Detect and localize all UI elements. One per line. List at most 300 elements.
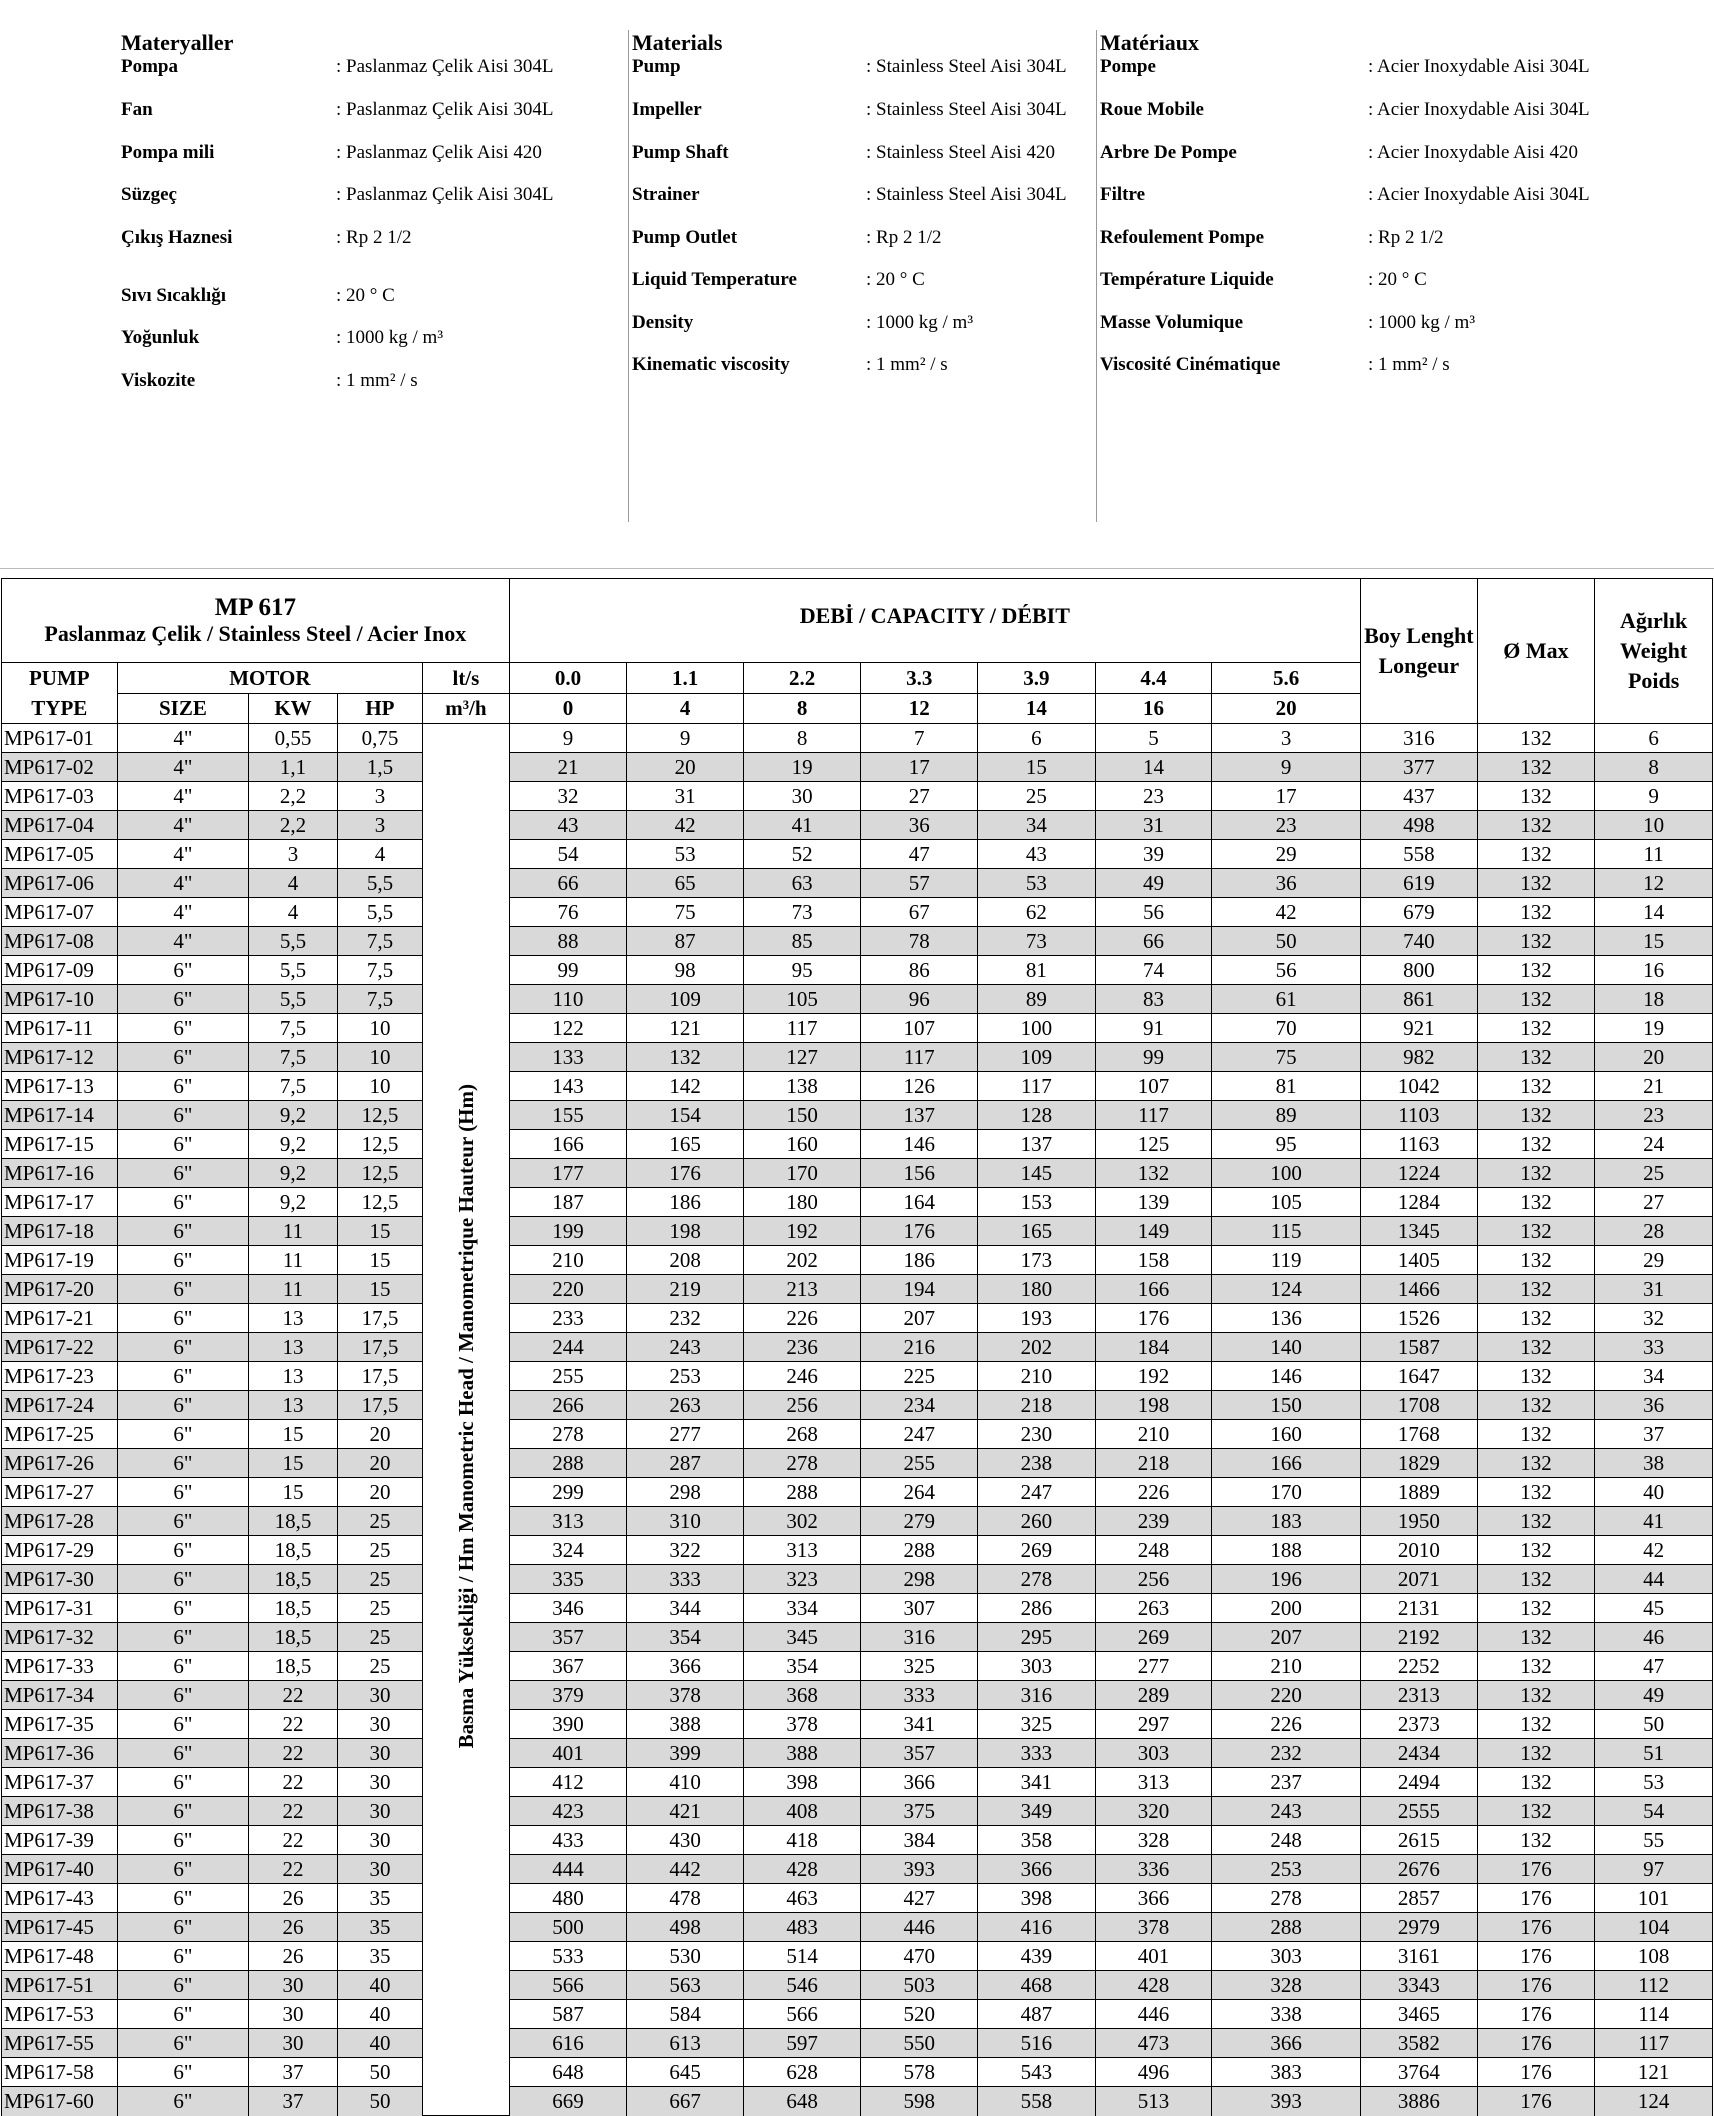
weight-cell: 45	[1595, 1594, 1713, 1623]
motor-hp-cell: 7,5	[337, 927, 422, 956]
materials-english	[632, 0, 1092, 578]
weight-cell: 28	[1595, 1217, 1713, 1246]
pump-type-cell: MP617-03	[2, 782, 118, 811]
pump-type-cell: MP617-60	[2, 2087, 118, 2116]
head-value-cell: 210	[509, 1246, 627, 1275]
head-value-cell: 110	[509, 985, 627, 1014]
motor-kw-cell: 2,2	[249, 782, 337, 811]
diameter-cell: 132	[1477, 1594, 1595, 1623]
weight-cell: 38	[1595, 1449, 1713, 1478]
material-label: Liquid Temperature	[632, 269, 797, 290]
head-value-cell: 550	[861, 2029, 978, 2058]
head-value-cell: 349	[978, 1797, 1096, 1826]
head-value-cell: 463	[743, 1884, 861, 1913]
head-value-cell: 246	[743, 1362, 861, 1391]
head-value-cell: 180	[743, 1188, 861, 1217]
head-value-cell: 357	[509, 1623, 627, 1652]
head-value-cell: 85	[743, 927, 861, 956]
head-value-cell: 25	[978, 782, 1096, 811]
head-value-cell: 42	[627, 811, 744, 840]
length-cell: 1405	[1361, 1246, 1478, 1275]
head-value-cell: 322	[627, 1536, 744, 1565]
flow-lts-1: 1.1	[627, 663, 744, 694]
length-cell: 982	[1361, 1043, 1478, 1072]
material-value: : 1000 kg / m³	[1368, 312, 1476, 333]
motor-size-cell: 6"	[117, 1565, 249, 1594]
model-title: MP 617	[214, 593, 296, 621]
head-value-cell: 278	[978, 1565, 1096, 1594]
table-row	[2, 1217, 1713, 1246]
material-value: : 1 mm² / s	[866, 354, 948, 375]
material-value: : Acier Inoxydable Aisi 304L	[1368, 56, 1590, 77]
pump-type-cell: MP617-08	[2, 927, 118, 956]
weight-cell: 25	[1595, 1159, 1713, 1188]
material-label: Çıkış Haznesi	[121, 227, 233, 248]
head-value-cell: 124	[1212, 1275, 1361, 1304]
head-value-cell: 446	[861, 1913, 978, 1942]
head-value-cell: 136	[1212, 1304, 1361, 1333]
length-cell: 1647	[1361, 1362, 1478, 1391]
material-label: Fan	[121, 99, 153, 120]
material-label: Masse Volumique	[1100, 312, 1244, 333]
head-value-cell: 416	[978, 1913, 1096, 1942]
diameter-cell: 132	[1477, 840, 1595, 869]
diameter-cell: 132	[1477, 985, 1595, 1014]
head-value-cell: 418	[743, 1826, 861, 1855]
motor-kw-cell: 18,5	[249, 1507, 337, 1536]
material-value: : Rp 2 1/2	[336, 227, 412, 248]
head-value-cell: 95	[1212, 1130, 1361, 1159]
diameter-cell: 132	[1477, 724, 1595, 753]
length-cell: 1284	[1361, 1188, 1478, 1217]
diameter-cell: 132	[1477, 1043, 1595, 1072]
motor-size-cell: 6"	[117, 1449, 249, 1478]
head-value-cell: 54	[509, 840, 627, 869]
head-value-cell: 117	[978, 1072, 1096, 1101]
head-value-cell: 233	[509, 1304, 627, 1333]
weight-cell: 14	[1595, 898, 1713, 927]
size-header: SIZE	[117, 693, 249, 724]
head-value-cell: 198	[627, 1217, 744, 1246]
materials-header-fr: Matériaux	[1100, 30, 1199, 55]
pump-type-cell: MP617-48	[2, 1942, 118, 1971]
pump-type-cell: MP617-36	[2, 1739, 118, 1768]
diameter-cell: 176	[1477, 1913, 1595, 1942]
head-value-cell: 253	[1212, 1855, 1361, 1884]
motor-kw-cell: 15	[249, 1478, 337, 1507]
motor-size-cell: 6"	[117, 985, 249, 1014]
motor-size-cell: 6"	[117, 1942, 249, 1971]
head-value-cell: 180	[978, 1275, 1096, 1304]
motor-kw-cell: 0,55	[249, 724, 337, 753]
head-value-cell: 43	[978, 840, 1096, 869]
length-cell: 1889	[1361, 1478, 1478, 1507]
head-value-cell: 139	[1095, 1188, 1212, 1217]
head-value-cell: 278	[743, 1449, 861, 1478]
head-value-cell: 503	[861, 1971, 978, 2000]
head-value-cell: 566	[743, 2000, 861, 2029]
length-cell: 558	[1361, 840, 1478, 869]
material-value: : Paslanmaz Çelik Aisi 304L	[336, 56, 554, 77]
material-value: : Acier Inoxydable Aisi 420	[1368, 142, 1579, 163]
length-cell: 679	[1361, 898, 1478, 927]
motor-size-cell: 6"	[117, 1391, 249, 1420]
head-value-cell: 125	[1095, 1130, 1212, 1159]
motor-kw-cell: 30	[249, 2000, 337, 2029]
head-value-cell: 277	[1095, 1652, 1212, 1681]
material-label: Pump	[632, 56, 681, 77]
motor-size-cell: 6"	[117, 1681, 249, 1710]
head-value-cell: 53	[627, 840, 744, 869]
head-value-cell: 8	[743, 724, 861, 753]
motor-size-cell: 6"	[117, 1594, 249, 1623]
motor-size-cell: 6"	[117, 1130, 249, 1159]
pump-type-cell: MP617-45	[2, 1913, 118, 1942]
material-value: : 20 ° C	[866, 269, 925, 290]
head-value-cell: 81	[978, 956, 1096, 985]
diameter-cell: 132	[1477, 1478, 1595, 1507]
head-value-cell: 316	[861, 1623, 978, 1652]
length-cell: 1768	[1361, 1420, 1478, 1449]
flow-lts-6: 5.6	[1212, 663, 1361, 694]
length-cell: 1103	[1361, 1101, 1478, 1130]
length-cell: 498	[1361, 811, 1478, 840]
length-cell: 921	[1361, 1014, 1478, 1043]
head-value-cell: 500	[509, 1913, 627, 1942]
column-divider	[628, 30, 629, 522]
table-row	[2, 2087, 1713, 2116]
head-value-cell: 95	[743, 956, 861, 985]
materials-header-en: Materials	[632, 30, 723, 55]
flow-m3h-2: 8	[743, 693, 861, 724]
motor-hp-cell: 15	[337, 1217, 422, 1246]
head-value-cell: 128	[978, 1101, 1096, 1130]
material-value: : Rp 2 1/2	[1368, 227, 1444, 248]
motor-kw-cell: 13	[249, 1362, 337, 1391]
motor-hp-cell: 17,5	[337, 1391, 422, 1420]
motor-hp-cell: 30	[337, 1739, 422, 1768]
head-value-cell: 196	[1212, 1565, 1361, 1594]
head-value-cell: 408	[743, 1797, 861, 1826]
diameter-cell: 132	[1477, 1333, 1595, 1362]
pump-type-cell: MP617-51	[2, 1971, 118, 2000]
weight-cell: 42	[1595, 1536, 1713, 1565]
motor-hp-cell: 17,5	[337, 1304, 422, 1333]
head-value-cell: 248	[1095, 1536, 1212, 1565]
motor-kw-cell: 22	[249, 1710, 337, 1739]
material-label: Pompe	[1100, 56, 1156, 77]
table-row	[2, 927, 1713, 956]
pump-type-cell: MP617-02	[2, 753, 118, 782]
head-value-cell: 98	[627, 956, 744, 985]
motor-size-cell: 6"	[117, 1101, 249, 1130]
head-value-cell: 597	[743, 2029, 861, 2058]
weight-cell: 15	[1595, 927, 1713, 956]
head-value-cell: 288	[743, 1478, 861, 1507]
head-value-cell: 613	[627, 2029, 744, 2058]
table-row	[2, 1449, 1713, 1478]
weight-cell: 55	[1595, 1826, 1713, 1855]
head-value-cell: 313	[1095, 1768, 1212, 1797]
head-value-cell: 74	[1095, 956, 1212, 985]
motor-size-cell: 6"	[117, 956, 249, 985]
table-row	[2, 2000, 1713, 2029]
table-row	[2, 2058, 1713, 2087]
motor-hp-cell: 3	[337, 782, 422, 811]
pump-type-cell: MP617-19	[2, 1246, 118, 1275]
pump-type-cell: MP617-23	[2, 1362, 118, 1391]
length-cell: 377	[1361, 753, 1478, 782]
table-row	[2, 2029, 1713, 2058]
kw-header: KW	[249, 693, 337, 724]
motor-kw-cell: 11	[249, 1217, 337, 1246]
diameter-cell: 132	[1477, 1246, 1595, 1275]
head-value-cell: 278	[1212, 1884, 1361, 1913]
length-cell: 2010	[1361, 1536, 1478, 1565]
diameter-cell: 132	[1477, 1826, 1595, 1855]
head-value-cell: 107	[861, 1014, 978, 1043]
head-value-cell: 320	[1095, 1797, 1212, 1826]
length-cell: 437	[1361, 782, 1478, 811]
pump-type-cell: MP617-11	[2, 1014, 118, 1043]
motor-hp-cell: 30	[337, 1710, 422, 1739]
head-value-cell: 166	[1095, 1275, 1212, 1304]
head-value-cell: 184	[1095, 1333, 1212, 1362]
head-value-cell: 338	[1212, 2000, 1361, 2029]
head-value-cell: 378	[743, 1710, 861, 1739]
head-value-cell: 9	[1212, 753, 1361, 782]
length-cell: 2615	[1361, 1826, 1478, 1855]
head-value-cell: 138	[743, 1072, 861, 1101]
head-value-cell: 566	[509, 1971, 627, 2000]
weight-cell: 32	[1595, 1304, 1713, 1333]
diameter-cell: 176	[1477, 1942, 1595, 1971]
length-cell: 2373	[1361, 1710, 1478, 1739]
head-value-cell: 393	[1212, 2087, 1361, 2116]
diameter-cell: 132	[1477, 927, 1595, 956]
head-value-cell: 289	[1095, 1681, 1212, 1710]
length-cell: 1163	[1361, 1130, 1478, 1159]
motor-size-cell: 6"	[117, 1826, 249, 1855]
motor-kw-cell: 5,5	[249, 956, 337, 985]
head-value-cell: 5	[1095, 724, 1212, 753]
length-cell: 1829	[1361, 1449, 1478, 1478]
pump-type-cell: MP617-32	[2, 1623, 118, 1652]
motor-kw-cell: 22	[249, 1826, 337, 1855]
head-value-cell: 598	[861, 2087, 978, 2116]
table-row	[2, 724, 1713, 753]
motor-hp-cell: 4	[337, 840, 422, 869]
head-value-cell: 325	[978, 1710, 1096, 1739]
pump-type-cell: MP617-15	[2, 1130, 118, 1159]
head-value-cell: 667	[627, 2087, 744, 2116]
head-value-cell: 66	[509, 869, 627, 898]
head-value-cell: 388	[627, 1710, 744, 1739]
pump-type-cell: MP617-53	[2, 2000, 118, 2029]
head-value-cell: 143	[509, 1072, 627, 1101]
pump-type-cell: MP617-16	[2, 1159, 118, 1188]
flow-m3h-0: 0	[509, 693, 627, 724]
head-value-cell: 186	[627, 1188, 744, 1217]
motor-size-cell: 6"	[117, 1333, 249, 1362]
performance-table-wrapper	[1, 578, 1713, 2116]
head-value-cell: 423	[509, 1797, 627, 1826]
head-value-cell: 146	[861, 1130, 978, 1159]
head-value-cell: 208	[627, 1246, 744, 1275]
weight-cell: 24	[1595, 1130, 1713, 1159]
head-value-cell: 218	[978, 1391, 1096, 1420]
weight-cell: 16	[1595, 956, 1713, 985]
motor-hp-cell: 25	[337, 1652, 422, 1681]
diameter-cell: 176	[1477, 1884, 1595, 1913]
pump-type-cell: MP617-17	[2, 1188, 118, 1217]
head-value-cell: 194	[861, 1275, 978, 1304]
table-row	[2, 1623, 1713, 1652]
head-value-cell: 63	[743, 869, 861, 898]
length-cell: 1587	[1361, 1333, 1478, 1362]
diameter-cell: 132	[1477, 1217, 1595, 1246]
motor-kw-cell: 1,1	[249, 753, 337, 782]
length-cell: 1224	[1361, 1159, 1478, 1188]
diameter-cell: 132	[1477, 1072, 1595, 1101]
table-row	[2, 1333, 1713, 1362]
head-value-cell: 428	[743, 1855, 861, 1884]
motor-size-cell: 4"	[117, 927, 249, 956]
head-value-cell: 216	[861, 1333, 978, 1362]
head-value-cell: 117	[743, 1014, 861, 1043]
motor-hp-cell: 0,75	[337, 724, 422, 753]
motor-hp-cell: 30	[337, 1826, 422, 1855]
head-value-cell: 218	[1095, 1449, 1212, 1478]
motor-size-cell: 4"	[117, 869, 249, 898]
head-value-cell: 366	[1095, 1884, 1212, 1913]
weight-cell: 9	[1595, 782, 1713, 811]
head-value-cell: 255	[861, 1449, 978, 1478]
head-value-cell: 480	[509, 1884, 627, 1913]
motor-hp-cell: 7,5	[337, 956, 422, 985]
motor-kw-cell: 11	[249, 1246, 337, 1275]
motor-kw-cell: 15	[249, 1420, 337, 1449]
head-value-cell: 73	[978, 927, 1096, 956]
weight-cell: 54	[1595, 1797, 1713, 1826]
head-value-cell: 176	[627, 1159, 744, 1188]
head-value-cell: 200	[1212, 1594, 1361, 1623]
pump-type-cell: MP617-35	[2, 1710, 118, 1739]
head-value-cell: 225	[861, 1362, 978, 1391]
motor-kw-cell: 26	[249, 1942, 337, 1971]
head-value-cell: 89	[978, 985, 1096, 1014]
motor-hp-cell: 30	[337, 1797, 422, 1826]
head-value-cell: 14	[1095, 753, 1212, 782]
pump-type-cell: MP617-12	[2, 1043, 118, 1072]
motor-size-cell: 6"	[117, 1217, 249, 1246]
material-label: Pump Shaft	[632, 142, 729, 163]
table-row	[2, 1826, 1713, 1855]
pump-type-cell: MP617-31	[2, 1594, 118, 1623]
material-value: : 1 mm² / s	[336, 370, 418, 391]
head-value-cell: 333	[978, 1739, 1096, 1768]
weight-cell: 33	[1595, 1333, 1713, 1362]
head-value-cell: 36	[1212, 869, 1361, 898]
length-cell: 1345	[1361, 1217, 1478, 1246]
head-value-cell: 260	[978, 1507, 1096, 1536]
head-value-cell: 165	[978, 1217, 1096, 1246]
motor-size-cell: 6"	[117, 1710, 249, 1739]
motor-hp-cell: 20	[337, 1478, 422, 1507]
head-value-cell: 244	[509, 1333, 627, 1362]
head-value-cell: 468	[978, 1971, 1096, 2000]
table-row	[2, 1768, 1713, 1797]
material-value: : 20 ° C	[1368, 269, 1427, 290]
motor-hp-cell: 10	[337, 1072, 422, 1101]
table-row	[2, 1391, 1713, 1420]
flow-m3h-6: 20	[1212, 693, 1361, 724]
motor-hp-cell: 15	[337, 1275, 422, 1304]
weight-cell: 19	[1595, 1014, 1713, 1043]
head-value-cell: 158	[1095, 1246, 1212, 1275]
head-value-cell: 578	[861, 2058, 978, 2087]
motor-hp-cell: 10	[337, 1014, 422, 1043]
head-value-cell: 99	[1095, 1043, 1212, 1072]
head-value-cell: 297	[1095, 1710, 1212, 1739]
motor-kw-cell: 18,5	[249, 1565, 337, 1594]
length-cell: 2434	[1361, 1739, 1478, 1768]
head-value-cell: 433	[509, 1826, 627, 1855]
table-row	[2, 811, 1713, 840]
motor-hp-cell: 40	[337, 2000, 422, 2029]
pump-type-cell: MP617-01	[2, 724, 118, 753]
head-value-cell: 220	[509, 1275, 627, 1304]
head-value-cell: 368	[743, 1681, 861, 1710]
motor-hp-cell: 12,5	[337, 1101, 422, 1130]
head-value-cell: 366	[627, 1652, 744, 1681]
head-value-cell: 23	[1212, 811, 1361, 840]
material-label: Density	[632, 312, 694, 333]
head-value-cell: 39	[1095, 840, 1212, 869]
material-value: : Stainless Steel Aisi 304L	[866, 56, 1067, 77]
flow-lts-0: 0.0	[509, 663, 627, 694]
head-value-cell: 298	[861, 1565, 978, 1594]
motor-kw-cell: 7,5	[249, 1014, 337, 1043]
motor-kw-cell: 22	[249, 1681, 337, 1710]
weight-cell: 11	[1595, 840, 1713, 869]
pump-type-cell: MP617-25	[2, 1420, 118, 1449]
head-value-cell: 546	[743, 1971, 861, 2000]
material-value: : Stainless Steel Aisi 420	[866, 142, 1055, 163]
length-header: Boy Lenght Longeur	[1361, 579, 1478, 724]
motor-kw-cell: 37	[249, 2058, 337, 2087]
head-value-cell: 96	[861, 985, 978, 1014]
weight-header: Ağırlık Weight Poids	[1595, 579, 1713, 724]
head-value-cell: 237	[1212, 1768, 1361, 1797]
length-cell: 1466	[1361, 1275, 1478, 1304]
table-row	[2, 1420, 1713, 1449]
motor-hp-cell: 25	[337, 1536, 422, 1565]
head-value-cell: 43	[509, 811, 627, 840]
head-value-cell: 341	[978, 1768, 1096, 1797]
head-value-cell: 383	[1212, 2058, 1361, 2087]
motor-size-cell: 6"	[117, 1855, 249, 1884]
head-value-cell: 514	[743, 1942, 861, 1971]
head-value-cell: 86	[861, 956, 978, 985]
weight-cell: 97	[1595, 1855, 1713, 1884]
head-value-cell: 53	[978, 869, 1096, 898]
head-value-cell: 210	[1212, 1652, 1361, 1681]
head-value-cell: 616	[509, 2029, 627, 2058]
motor-hp-cell: 35	[337, 1942, 422, 1971]
table-row	[2, 1072, 1713, 1101]
material-label: Pompa mili	[121, 142, 215, 163]
